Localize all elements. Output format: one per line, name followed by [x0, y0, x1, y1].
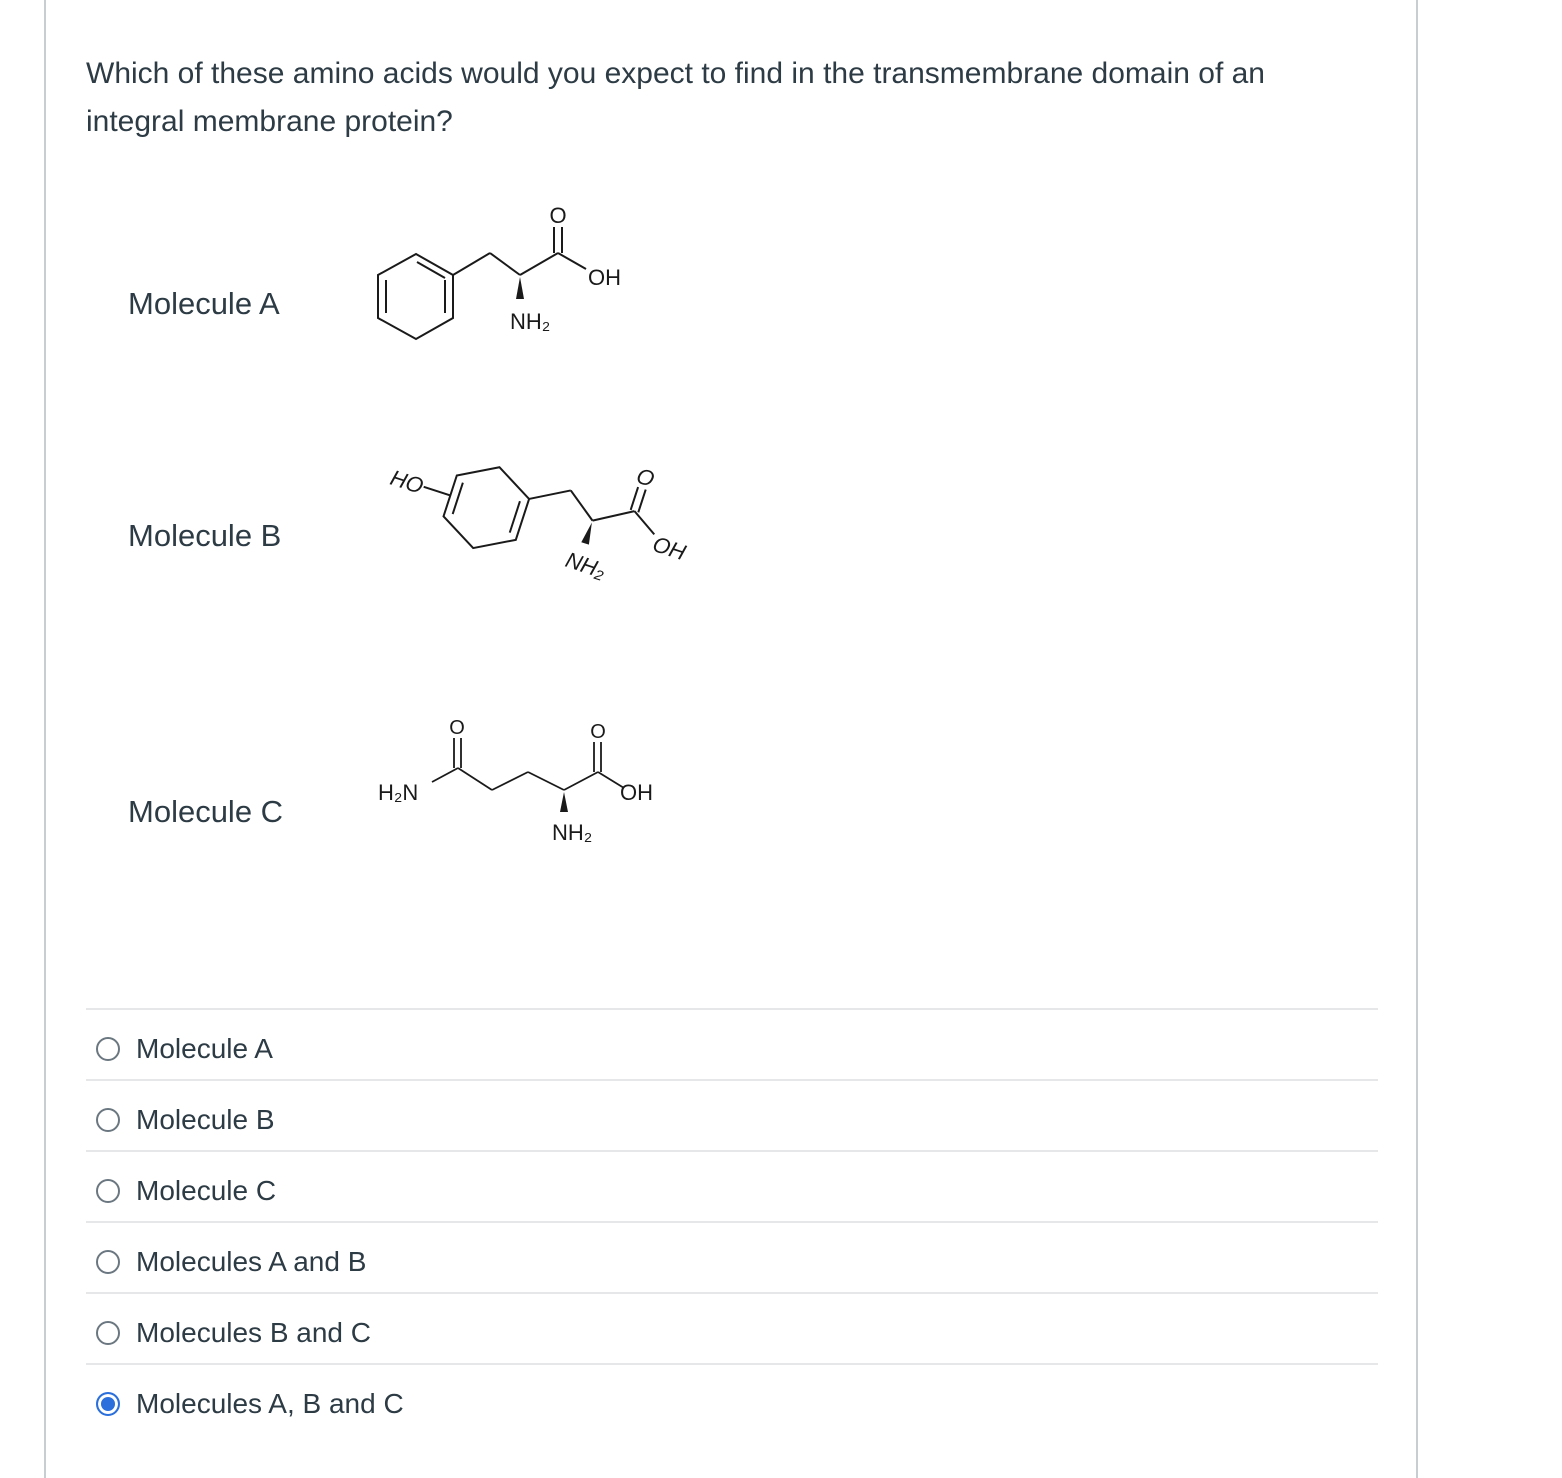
radio-button[interactable] [96, 1321, 120, 1345]
atom-oh: OH [649, 531, 689, 566]
answer-option-a-and-b[interactable] [86, 1221, 1378, 1292]
atom-nh2: NH₂ [552, 820, 593, 845]
answer-option-c[interactable] [86, 1150, 1378, 1221]
molecule-b-label: Molecule B [128, 518, 282, 553]
atom-h2n: H₂N [378, 780, 419, 805]
answer-option-b-and-c[interactable] [86, 1292, 1378, 1363]
answer-option-b[interactable] [86, 1079, 1378, 1150]
answer-label: Molecules A, B and C [136, 1387, 404, 1419]
molecule-c-label: Molecule C [128, 794, 284, 829]
atom-nh2: NH₂ [510, 309, 551, 334]
molecule-b-structure [350, 440, 710, 630]
atom-o: O [633, 462, 658, 492]
atom-o2: O [590, 721, 606, 743]
radio-button[interactable] [96, 1179, 120, 1203]
atom-oh: OH [588, 265, 621, 290]
radio-button[interactable] [96, 1037, 120, 1061]
question-text: Which of these amino acids would you expect to find in the transmembrane domain of an integral membrane protein? [86, 57, 1265, 138]
radio-button[interactable] [96, 1250, 120, 1274]
answer-label: Molecule B [136, 1103, 275, 1135]
answer-label: Molecules A and B [136, 1245, 367, 1277]
atom-ho: HO [387, 464, 427, 499]
molecule-c-structure [370, 710, 690, 860]
answer-label: Molecule A [136, 1032, 273, 1064]
radio-button[interactable] [96, 1108, 120, 1132]
atom-nh2: NH₂ [562, 547, 609, 584]
answer-label: Molecules B and C [136, 1316, 372, 1348]
molecule-a-label: Molecule A [128, 286, 280, 321]
answer-list [86, 1008, 1378, 1434]
answer-option-a-b-and-c[interactable] [86, 1363, 1378, 1434]
atom-o1: O [449, 717, 465, 739]
answer-option-a[interactable] [86, 1008, 1378, 1079]
answer-label: Molecule C [136, 1174, 277, 1206]
radio-button-selected[interactable] [96, 1392, 120, 1416]
atom-o: O [549, 203, 567, 228]
atom-oh: OH [620, 780, 653, 805]
molecule-a-structure [360, 195, 640, 355]
